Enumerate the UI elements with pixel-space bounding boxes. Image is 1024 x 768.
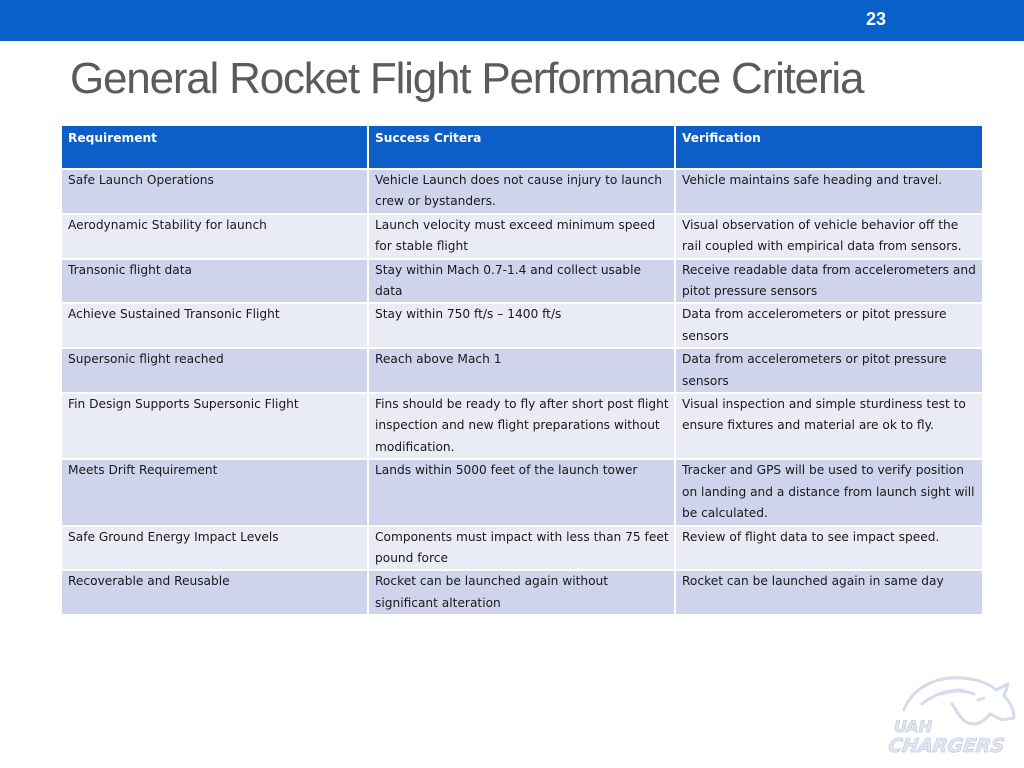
table-row	[61, 214, 983, 259]
cell-verification: Vehicle maintains safe heading and travel.	[675, 169, 983, 214]
cell-requirement: Fin Design Supports Supersonic Flight	[61, 393, 368, 459]
cell-success-criteria: Stay within 750 ft/s – 1400 ft/s	[368, 303, 675, 348]
cell-success-criteria: Components must impact with less than 75 feet pound force	[368, 526, 675, 571]
table-row	[61, 259, 983, 304]
cell-requirement: Safe Launch Operations	[61, 169, 368, 214]
cell-requirement: Aerodynamic Stability for launch	[61, 214, 368, 259]
table-row	[61, 570, 983, 615]
table-header-row	[61, 126, 983, 169]
table-row	[61, 459, 983, 525]
cell-verification: Receive readable data from accelerometers and pitot pressure sensors	[675, 259, 983, 304]
table-row	[61, 348, 983, 393]
cell-success-criteria: Rocket can be launched again without significant alteration	[368, 570, 675, 615]
table-row	[61, 393, 983, 459]
cell-verification: Review of flight data to see impact speed.	[675, 526, 983, 571]
cell-verification: Visual observation of vehicle behavior off the rail coupled with empirical data from sensors.	[675, 214, 983, 259]
cell-requirement: Meets Drift Requirement	[61, 459, 368, 525]
cell-verification: Visual inspection and simple sturdiness test to ensure fixtures and material are ok to fly.	[675, 393, 983, 459]
slide-number: 23	[865, 9, 887, 29]
cell-verification: Rocket can be launched again in same day	[675, 570, 983, 615]
cell-requirement: Supersonic flight reached	[61, 348, 368, 393]
cell-success-criteria: Launch velocity must exceed minimum speed for stable flight	[368, 214, 675, 259]
table-row	[61, 303, 983, 348]
cell-success-criteria: Fins should be ready to fly after short post flight inspection and new flight preparations without modification.	[368, 393, 675, 459]
logo-uah-text: UAH	[894, 717, 933, 736]
cell-requirement: Achieve Sustained Transonic Flight	[61, 303, 368, 348]
slide-title: General Rocket Flight Performance Criteria	[70, 54, 864, 103]
table-row	[61, 526, 983, 571]
table-body	[61, 169, 983, 615]
criteria-table	[60, 126, 984, 616]
cell-requirement: Safe Ground Energy Impact Levels	[61, 526, 368, 571]
cell-success-criteria: Vehicle Launch does not cause injury to launch crew or bystanders.	[368, 169, 675, 214]
column-header-success-criteria: Success Critera	[368, 126, 675, 169]
cell-verification: Tracker and GPS will be used to verify position on landing and a distance from launch sight will be calculated.	[675, 459, 983, 525]
cell-requirement: Transonic flight data	[61, 259, 368, 304]
cell-requirement: Recoverable and Reusable	[61, 570, 368, 615]
cell-success-criteria: Lands within 5000 feet of the launch tower	[368, 459, 675, 525]
table-row	[61, 169, 983, 214]
uah-chargers-logo	[882, 664, 1020, 762]
header-bar	[0, 0, 1024, 41]
logo-wordmark	[887, 717, 1006, 757]
logo-chargers-text: CHARGERS	[886, 734, 1007, 757]
cell-success-criteria: Reach above Mach 1	[368, 348, 675, 393]
column-header-verification: Verification	[675, 126, 983, 169]
cell-success-criteria: Stay within Mach 0.7-1.4 and collect usable data	[368, 259, 675, 304]
cell-verification: Data from accelerometers or pitot pressure sensors	[675, 303, 983, 348]
column-header-requirement: Requirement	[61, 126, 368, 169]
cell-verification: Data from accelerometers or pitot pressure sensors	[675, 348, 983, 393]
